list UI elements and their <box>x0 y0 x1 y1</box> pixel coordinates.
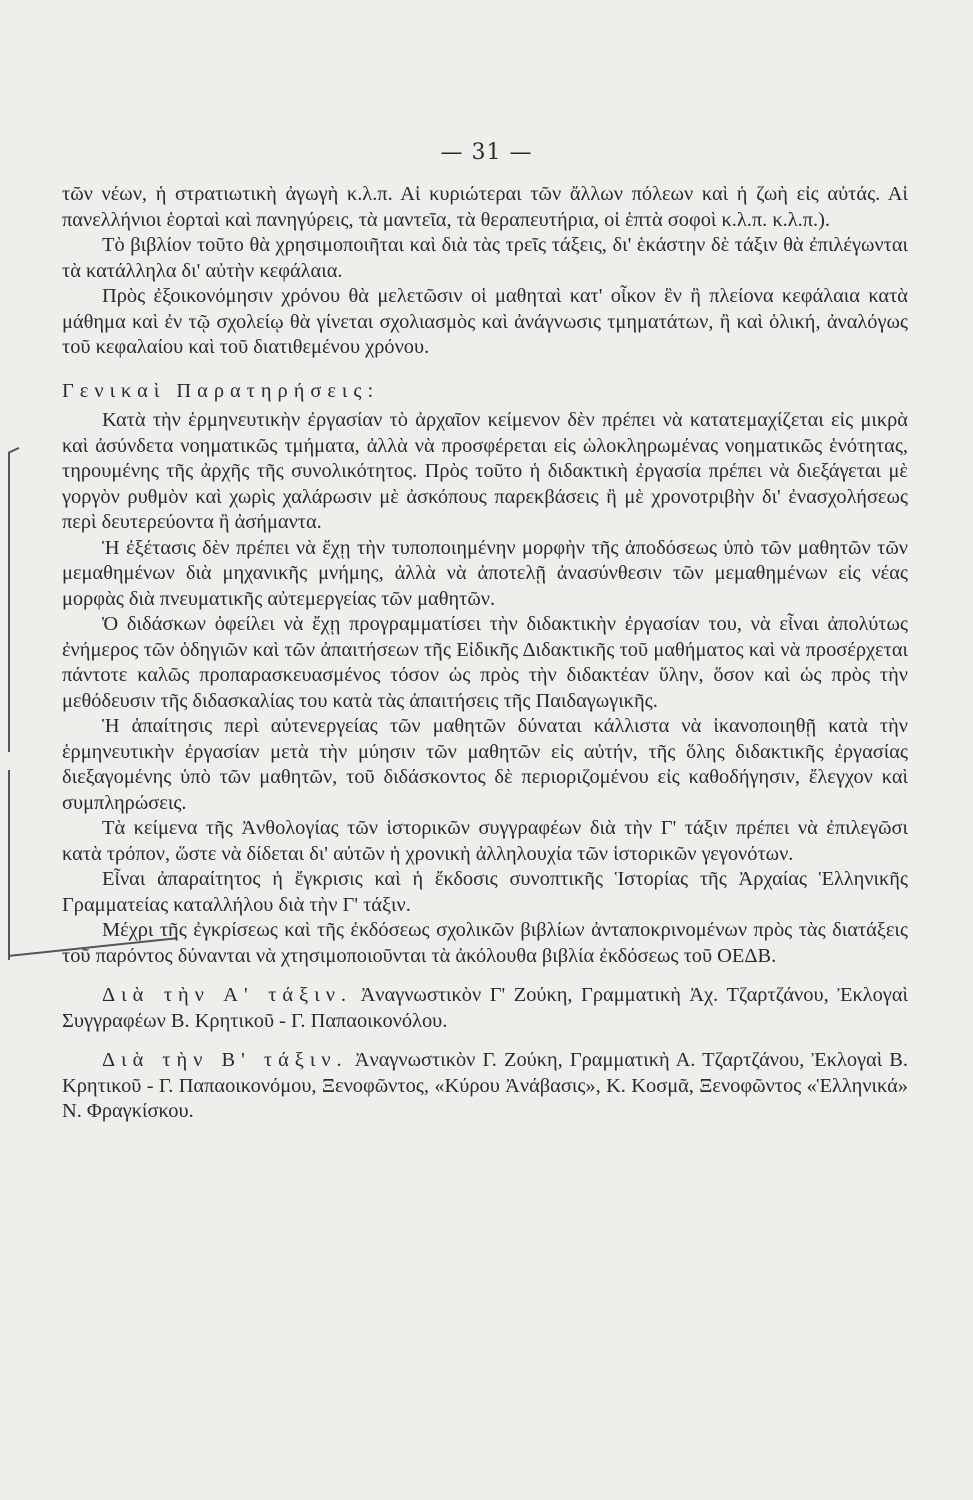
section-heading: Γενικαὶ Παρατηρήσεις: <box>62 379 380 402</box>
paragraph: Κατὰ τὴν ἑρμηνευτικὴν ἐργασίαν τὸ ἀρχαῖον κείμενον δὲν πρέπει νὰ κατατεμαχίζεται εἰς μικρὰ καὶ ἀσύνδετα νοηματικῶς τμήματα, ἀλλὰ νὰ προσφέρεται εἰς ὡλοκληρωμένας νοηματικῶς ἑνότητας, τηρουμένης τῆς ἀρχῆς τῆς συνολικότητος. Πρὸς τοῦτο ἡ διδακτικὴ ἐργασία πρέπει νὰ διεξάγεται μὲ γοργὸν ρυθμὸν καὶ χωρὶς χαλάρωσιν μὲ ἀσκόπους παρεκβάσεις ἢ μὲ χρονοτριβὴν δι' ἐνασχολήσεως περὶ δευτερεύοντα ἢ ἀσήμαντα. <box>62 409 908 533</box>
paragraph: Πρὸς ἐξοικονόμησιν χρόνου θὰ μελετῶσιν οἱ μαθηταὶ κατ' οἶκον ἓν ἢ πλείονα κεφάλαια κατὰ μάθημα καὶ ἐν τῷ σχολείῳ θὰ γίνεται σχολιασμὸς καὶ ἀνάγνωσις τμηματάτων, ἢ καὶ ὁλική, ἀναλόγως τοῦ κεφαλαίου καὶ τοῦ διατιθεμένου χρόνου. <box>62 285 908 358</box>
class-a-label: Διὰ τὴν Α' τάξιν. <box>102 984 353 1006</box>
class-a-books <box>62 983 908 1034</box>
class-b-text: Ἀναγνωστικὸν Γ. Ζούκη, Γραμματικὴ Α. Τζαρτζάνου, Ἐκλογαὶ Β. Κρητικοῦ - Γ. Παπαοικονόμου, Ξενοφῶντος, «Κύρου Ἀνάβασις», Κ. Κοσμᾶ, Ξενοφῶντος «Ἑλληνικά» Ν. Φραγκίσκου. <box>62 1049 909 1122</box>
class-a-text: Ἀναγνωστικὸν Γ' Ζούκη, Γραμματικὴ Ἀχ. Τζαρτζάνου, Ἐκλογαὶ Συγγραφέων Β. Κρητικοῦ - Γ. Παπαοικονόλου. <box>62 984 908 1032</box>
page-number: — 31 — <box>440 140 533 165</box>
paragraph: τῶν νέων, ἡ στρατιωτικὴ ἀγωγὴ κ.λ.π. Αἱ κυριώτεραι τῶν ἄλλων πόλεων καὶ ἡ ζωὴ εἰς αὐτάς. Αἱ πανελλήνιοι ἑορταὶ καὶ πανηγύρεις, τὰ μαντεῖα, τὰ θεραπευτήρια, οἱ ἑπτὰ σοφοὶ κ.λ.π. κ.λ.π.). <box>62 183 908 231</box>
paragraph: Ὁ διδάσκων ὀφείλει νὰ ἔχῃ προγραμματίσει τὴν διδακτικὴν ἐργασίαν του, νὰ εἶναι ἀπολύτως ἐνήμερος τῶν ὁδηγιῶν καὶ τῶν ἀπαιτήσεων τῆς Εἰδικῆς Διδακτικῆς τοῦ μαθήματος καὶ νὰ προσέρχεται πάντοτε καλῶς προπαρασκευασμένος τόσον ὡς πρὸς τὴν διδακτέαν ὕλην, ὅσον καὶ ὡς πρὸς τὴν μεθόδευσιν τῆς διδασκαλίας του κατὰ τὰς ἀπαιτήσεις τῆς Παιδαγωγικῆς. <box>62 613 908 712</box>
paragraph: Τὰ κείμενα τῆς Ἀνθολογίας τῶν ἱστορικῶν συγγραφέων διὰ τὴν Γ' τάξιν πρέπει νὰ ἐπιλεγῶσι κατὰ τρόπον, ὥστε νὰ δίδεται δι' αὐτῶν ἡ χρονικὴ ἀλληλουχία τῶν ἱστορικῶν γεγονότων. <box>62 817 908 865</box>
paragraph: Ἡ ἐξέτασις δὲν πρέπει νὰ ἔχῃ τὴν τυποποιημένην μορφὴν τῆς ἀποδόσεως ὑπὸ τῶν μαθητῶν τῶν μεμαθημένων διὰ μηχανικῆς μνήμης, ἀλλὰ νὰ ἀποτελῇ ἀνασύνθεσιν τῶν μεμαθημένων εἰς νέας μορφὰς διὰ πνευματικῆς αὐτεμεργείας τῶν μαθητῶν. <box>62 536 908 610</box>
margin-tick-mark <box>8 447 20 453</box>
paragraph: Εἶναι ἀπαραίτητος ἡ ἔγκρισις καὶ ἡ ἔκδοσις συνοπτικῆς Ἱστορίας τῆς Ἀρχαίας Ἑλληνικῆς Γραμματείας καταλλήλου διὰ τὴν Γ' τάξιν. <box>62 868 908 916</box>
margin-bracket-mark-lower <box>8 770 10 960</box>
paragraph: Μέχρι τῆς ἐγκρίσεως καὶ τῆς ἐκδόσεως σχολικῶν βιβλίων ἀνταποκρινομένων πρὸς τὰς διατάξεις τοῦ παρόντος δύνανται νὰ χτησιμοποιοῦνται τὰ ἀκόλουθα βιβλία ἐκδόσεως τοῦ ΟΕΔΒ. <box>62 919 908 967</box>
document-body <box>62 182 908 1125</box>
margin-bracket-mark <box>8 452 10 752</box>
paragraph: Τὸ βιβλίον τοῦτο θὰ χρησιμοποιῆται καὶ διὰ τὰς τρεῖς τάξεις, δι' ἑκάστην δὲ τάξιν θὰ ἐπιλέγωνται τὰ κατάλληλα δι' αὐτὴν κεφάλαια. <box>62 234 908 282</box>
class-b-label: Διὰ τὴν Β' τάξιν. <box>102 1049 348 1071</box>
paragraph: Ἡ ἀπαίτησις περὶ αὐτενεργείας τῶν μαθητῶν δύναται κάλλιστα νὰ ἱκανοποιηθῇ κατὰ τὴν ἑρμηνευτικὴν ἐργασίαν μετὰ τὴν μύησιν τῶν μαθητῶν εἰς αὐτήν, τῆς ὅλης διδακτικῆς ἐργασίας διεξαγομένης ὑπὸ τῶν μαθητῶν, τοῦ διδάσκοντος δὲ περιοριζομένου εἰς καθοδήγησιν, ἔλεγχον καὶ συμπληρώσεις. <box>62 715 908 814</box>
class-b-books <box>62 1048 908 1125</box>
